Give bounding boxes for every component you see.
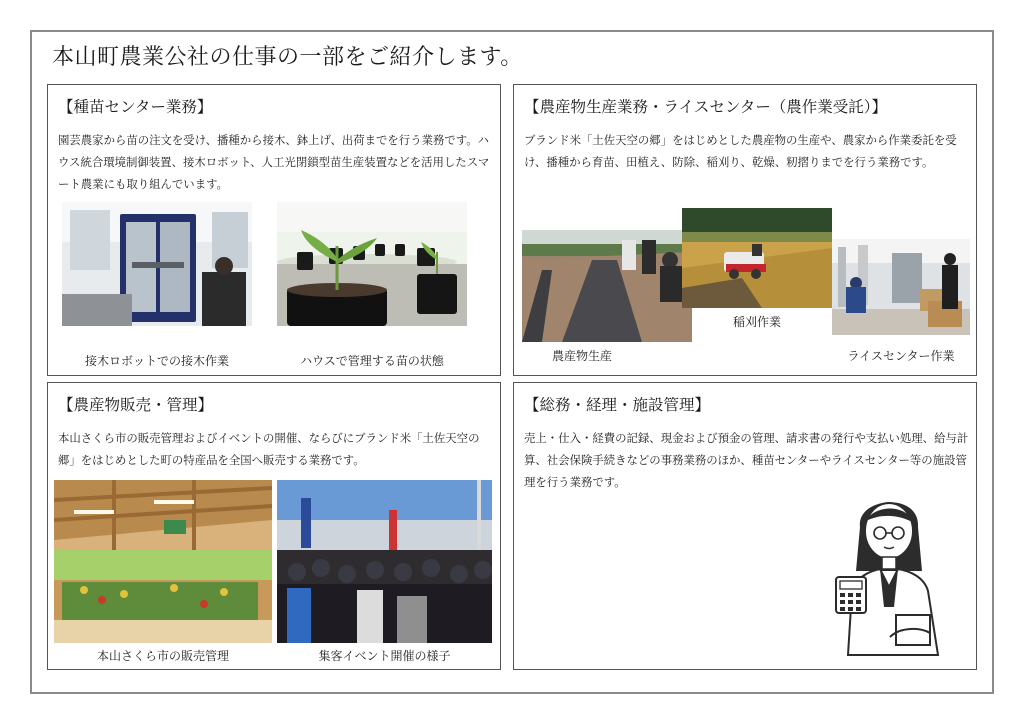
photo-caption: 本山さくら市の販売管理 bbox=[96, 649, 229, 663]
market-shop-photo bbox=[54, 480, 272, 643]
section-sales-management bbox=[47, 382, 501, 670]
section-crop-production bbox=[513, 84, 977, 376]
rice-harvest-photo bbox=[682, 208, 832, 308]
section-seedling-center bbox=[47, 84, 501, 376]
crop-field-photo bbox=[522, 230, 692, 342]
section-title: 【総務・経理・施設管理】 bbox=[524, 396, 711, 414]
section-body: ブランド米「土佐天空の郷」をはじめとした農産物の生産や、農家から作業委託を受け、播種から育苗、田植え、防除、稲刈り、乾燥、籾摺りまでを行う業務です。 bbox=[524, 133, 957, 169]
photo-caption: ライスセンター作業 bbox=[847, 349, 955, 363]
section-body: 園芸農家から苗の注文を受け、播種から接木、鉢上げ、出荷までを行う業務です。ハウス統合環境制御装置、接木ロボット、人工光閉鎖型苗生産装置などを活用したスマート農業にも取り組んでいます。 bbox=[58, 133, 490, 191]
section-title: 【種苗センター業務】 bbox=[58, 98, 213, 116]
section-title: 【農産物生産業務・ライスセンター（農作業受託）】 bbox=[524, 98, 888, 116]
photo-caption: ハウスで管理する苗の状態 bbox=[300, 354, 444, 368]
rice-center-photo bbox=[832, 239, 970, 335]
section-body: 本山さくら市の販売管理およびイベントの開催、ならびにブランド米「土佐天空の郷」をはじめとした町の特産品を全国へ販売する業務です。 bbox=[58, 431, 480, 467]
seedlings-in-greenhouse-photo bbox=[277, 202, 467, 326]
grafting-robot-photo bbox=[62, 202, 252, 326]
photo-caption: 接木ロボットでの接木作業 bbox=[84, 354, 229, 368]
photo-caption: 集客イベント開催の様子 bbox=[318, 649, 451, 663]
section-general-affairs bbox=[513, 382, 977, 670]
event-crowd-photo bbox=[277, 480, 492, 643]
photo-caption: 農産物生産 bbox=[551, 349, 612, 363]
section-body: 売上・仕入・経費の記録、現金および預金の管理、請求書の発行や支払い処理、給与計算、社会保険手続きなどの事務業務のほか、種苗センターやライスセンター等の施設管理を行う業務です。 bbox=[524, 431, 969, 489]
section-title: 【農産物販売・管理】 bbox=[58, 396, 214, 414]
photo-caption: 稲刈作業 bbox=[732, 315, 781, 329]
office-worker-illustration bbox=[830, 487, 946, 657]
page-title: 本山町農業公社の仕事の一部をご紹介します。 bbox=[52, 45, 523, 70]
